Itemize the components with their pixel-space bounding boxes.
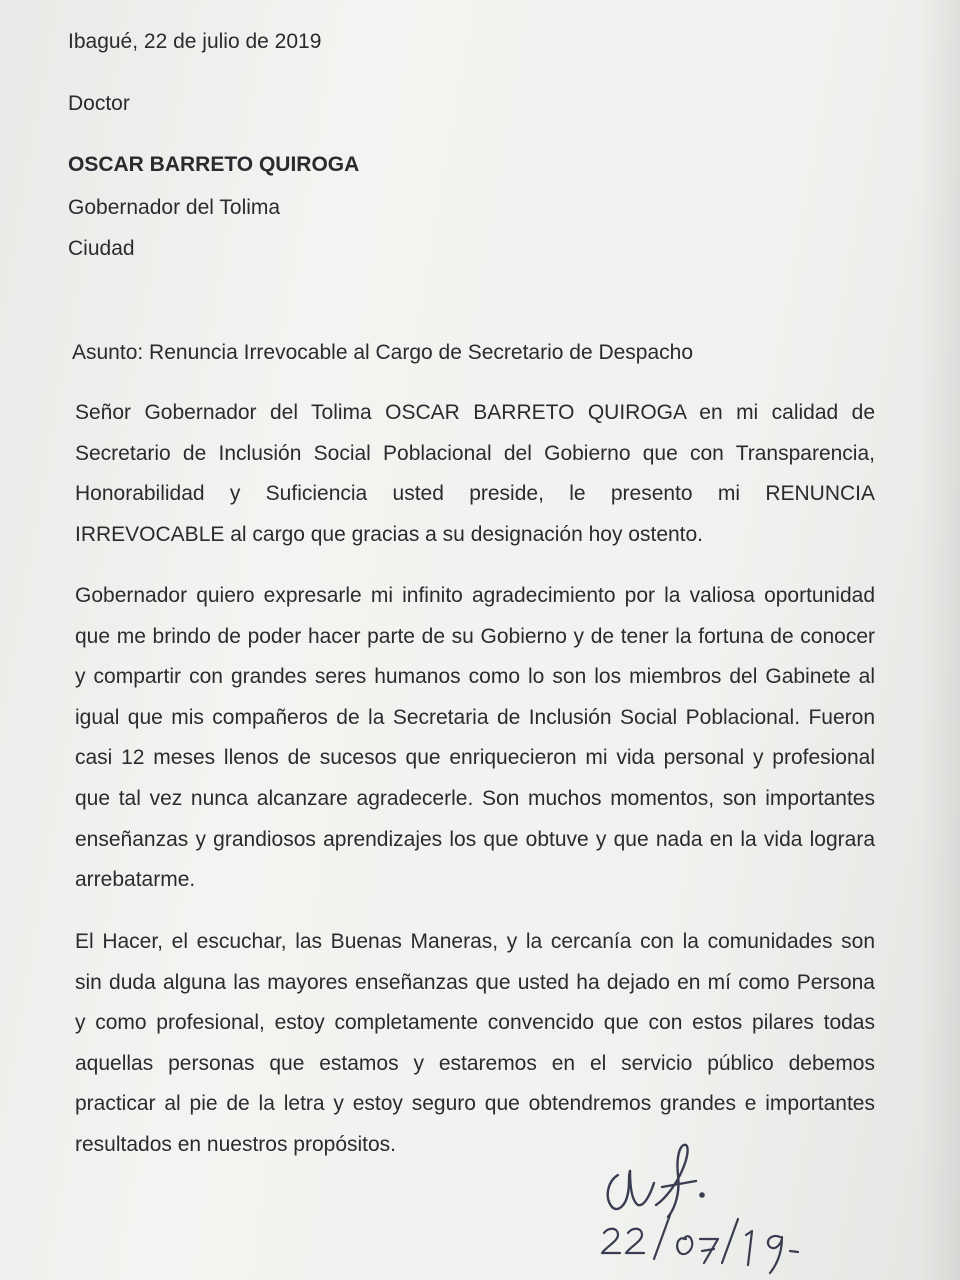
signature-stroke bbox=[630, 1171, 654, 1205]
paragraph-gratitude bbox=[75, 576, 875, 901]
paragraph-line: Secretario de Inclusión Social Poblacional del Gobierno que con Transparencia, bbox=[75, 441, 875, 465]
paragraph-line: aquellas personas que estamos y estaremos en el servicio público debemos bbox=[75, 1051, 875, 1075]
paragraph-line: resultados en nuestros propósitos. bbox=[75, 1132, 397, 1156]
signature-stroke bbox=[608, 1171, 630, 1209]
paragraph-line: El Hacer, el escuchar, las Buenas Maneras, y la cercanía con la comunidades son bbox=[75, 930, 875, 953]
paragraph-resignation bbox=[75, 393, 875, 555]
paragraph-line: enseñanzas y grandiosos aprendizajes los que obtuve y que nada en la vida lograra bbox=[75, 827, 875, 851]
recipient-role: Gobernador del Tolima bbox=[68, 196, 281, 219]
recipient-name: OSCAR BARRETO QUIROGA bbox=[68, 153, 360, 176]
signature-dot bbox=[700, 1193, 703, 1196]
paragraph-line: IRREVOCABLE al cargo que gracias a su designación hoy ostento. bbox=[75, 522, 704, 546]
paragraph-line: sin duda alguna las mayores enseñanzas que usted ha dejado en mí como Persona bbox=[75, 970, 875, 994]
paragraph-line: que tal vez nunca alcanzare agradecerle. Son muchos momentos, son importantes bbox=[75, 786, 875, 810]
handwritten-date bbox=[602, 1215, 798, 1273]
paragraph-line: practicar al pie de la letra y estoy seguro que obtendremos grandes e importantes bbox=[75, 1092, 875, 1116]
paragraph-line: arrebatarme. bbox=[75, 868, 196, 892]
paragraph-line: y como profesional, estoy completamente convencido que con estos pilares todas bbox=[75, 1011, 875, 1035]
handwritten-signature bbox=[590, 1135, 830, 1275]
paragraph-lessons bbox=[75, 922, 875, 1166]
subject-line: Asunto: Renuncia Irrevocable al Cargo de Secretario de Despacho bbox=[72, 341, 694, 364]
paragraph-line: igual que mis compañeros de la Secretaria de Inclusión Social Poblacional. Fueron bbox=[75, 705, 875, 729]
salutation-title: Doctor bbox=[68, 92, 130, 115]
place-date: Ibagué, 22 de julio de 2019 bbox=[68, 30, 322, 53]
paragraph-line: casi 12 meses llenos de sucesos que enriquecieron mi vida personal y profesional bbox=[75, 746, 875, 770]
paragraph-line: Gobernador quiero expresarle mi infinito agradecimiento por la valiosa oportunidad bbox=[75, 584, 875, 607]
paragraph-line: y compartir con grandes seres humanos como lo son los miembros del Gabinete al bbox=[75, 665, 875, 689]
paragraph-line: Honorabilidad y Suficiencia usted preside, le presento mi RENUNCIA bbox=[75, 482, 875, 506]
paragraph-line: Señor Gobernador del Tolima OSCAR BARRETO QUIROGA en mi calidad de bbox=[75, 401, 875, 424]
paragraph-line: que me brindo de poder hacer parte de su Gobierno y de tener la fortuna de conocer bbox=[75, 624, 875, 648]
signature-stroke bbox=[656, 1145, 688, 1217]
recipient-city: Ciudad bbox=[68, 237, 135, 260]
